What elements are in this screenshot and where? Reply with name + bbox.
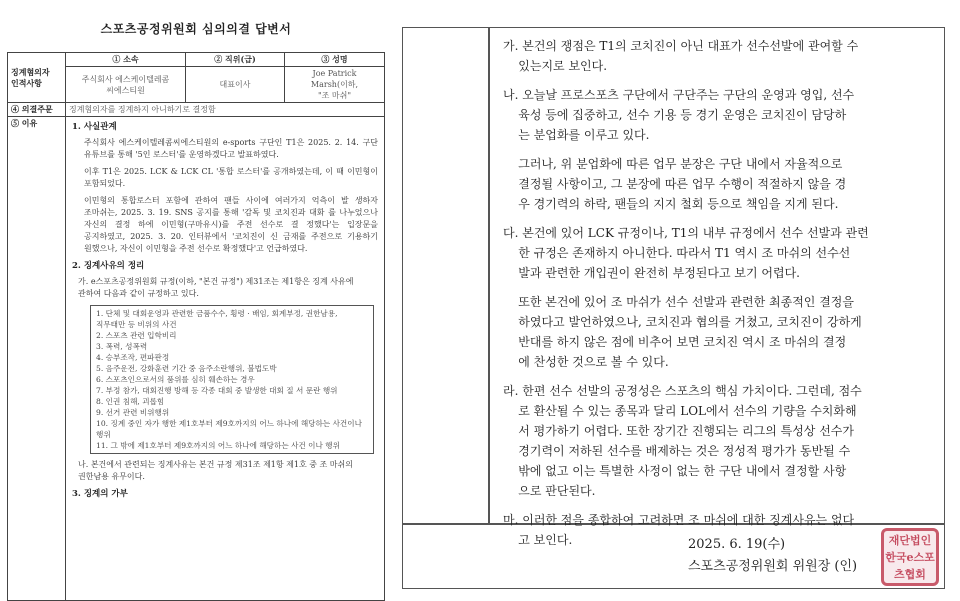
document-title: 스포츠공정위원회 심의의결 답변서 (100, 22, 292, 36)
rule-item: 5. 음주운전, 강화훈련 기간 중 음주소란행위, 불법도박 (96, 364, 277, 373)
rule-item: 10. 징계 중인 자가 행한 제1호부터 제9호까지의 어느 하나에 해당하는 사건이나 행위 (96, 419, 362, 439)
reason-content (66, 117, 385, 601)
rules-box (90, 305, 374, 454)
paragraph-na-cont: 그러나, 위 분업화에 따른 업무 분장은 구단 내에서 자율적으로 결정될 사항이고, 그 분장에 따른 업무 수행이 적절하지 않을 경 우 경기력의 하락, 팬들의 지지 철회 등으로 책임을 지게 된다. (518, 157, 847, 211)
rule-item: 1. 단체 및 대회운영과 관련한 금품수수, 횡령 · 배임, 회계부정, 권한남용, 직무태만 등 비위의 사건 (96, 309, 338, 329)
paragraph-ra: 라. 한편 선수 선발의 공정성은 스포츠의 핵심 가치이다. 그런데, 점수 로 환산될 수 있는 종목과 달리 LOL에서 선수의 기량을 수치화해 서 평가하기 어렵다. 또한 장기간 진행되는 리그의 특성상 선수가 경기력이 저하된 선수를 배제하는 것은 정성적 평가가 동반될 수 밖에 없고 이는 특별한 사정이 없는 한 구단 내에서 결정할 사항 으로 판단된다. (503, 384, 862, 498)
paragraph-ma: 마. 이러한 점을 종합하여 고려하면 조 마쉬에 대한 징계사유는 없다 고 보인다. (503, 513, 855, 547)
reason-label: ⑤ 이유 (8, 117, 66, 601)
rule-item: 7. 부정 참가, 대회진행 방해 등 각종 대회 중 발생한 대회 질 서 문란 행위 (96, 386, 338, 395)
value-affiliation: 주식회사 에스케이텔레콤 씨에스티원 (66, 67, 186, 103)
section-2-heading: 2. 징계사유의 정리 (72, 261, 145, 271)
rule-item: 3. 폭력, 성폭력 (96, 342, 148, 351)
subject-label: 징계혐의자 인적사항 (8, 53, 66, 103)
rule-item: 9. 선거 관련 비위행위 (96, 408, 170, 417)
paragraph-da: 다. 본건에 있어 LCK 규정이나, T1의 내부 규정에서 선수 선발과 관련 한 규정은 존재하지 아니한다. 따라서 T1 역시 조 마쉬의 선수선 발과 관련한 개입권이 완전히 부정된다고 보기 어렵다. (503, 226, 869, 280)
left-page (0, 0, 392, 600)
official-seal: 재단법인한국e스포츠협회 (881, 528, 939, 586)
paragraph-da-cont: 또한 본건에 있어 조 마쉬가 선수 선발과 관련한 최종적인 결정을 하였다고 발언하였으나, 코치진과 협의를 거쳤고, 코치진이 강하게 반대를 하지 않은 점에 비추어 보면 코치진 역시 조 마쉬의 결정 에 찬성한 것으로 볼 수 있다. (518, 295, 862, 369)
section-3-heading: 3. 징계의 가부 (72, 489, 128, 499)
fact-paragraph: 이후 T1은 2025. LCK & LCK CL '통합 로스터'를 공개하였는데, 이 때 이민형이 포함되었다. (84, 167, 378, 188)
rule-item: 6. 스포츠인으로서의 품위를 심히 훼손하는 경우 (96, 375, 255, 384)
column-divider (488, 28, 490, 523)
value-position: 대표이사 (186, 67, 285, 103)
fact-paragraph: 주식회사 에스케이텔레콤씨에스티원의 e-sports 구단인 T1은 2025. 2. 14. 구단 유튜브를 통해 '5인 로스터'를 운영하겠다고 발표하였다. (84, 138, 378, 159)
signer: 스포츠공정위원회 위원장 (인) (688, 559, 858, 574)
right-page (402, 27, 945, 589)
paragraph-na: 나. 오늘날 프로스포츠 구단에서 구단주는 구단의 운영과 영입, 선수 육성 등에 집중하고, 선수 기용 등 경기 운영은 코치진이 담당하 는 분업화를 이루고 있다. (503, 88, 855, 142)
rule-item: 8. 인권 침해, 괴롭힘 (96, 397, 165, 406)
header-name: ③ 성명 (285, 53, 385, 67)
header-position: ② 직위(급) (186, 53, 285, 67)
order-value: 징계혐의자를 징계하지 아니하기로 결정함 (66, 103, 385, 117)
header-affiliation: ① 소속 (66, 53, 186, 67)
section-1-heading: 1. 사실관계 (72, 122, 117, 132)
paragraph-ga: 가. 본건의 쟁점은 T1의 코치진이 아닌 대표가 선수선발에 관여할 수 있는지로 보인다. (503, 39, 859, 73)
rule-item: 2. 스포츠 관련 입학비리 (96, 331, 177, 340)
value-name: Joe Patrick Marsh(이하, "조 마쉬" (285, 67, 385, 103)
item-ga: 가. e스포츠공정위원회 규정(이하, "본건 규정") 제31조는 제1항은 징계 사유에 관하여 다음과 같이 규정하고 있다. (78, 277, 354, 298)
info-table (7, 52, 385, 601)
rule-item: 4. 승부조작, 편파판정 (96, 353, 170, 362)
item-na: 나. 본건에서 관련되는 징계사유는 본건 규정 제31조 제1항 제1호 중 조 마쉬의 권한남용 유무이다. (78, 460, 353, 481)
signature-date: 2025. 6. 19(수) (688, 537, 786, 552)
order-label: ④ 의결주문 (8, 103, 66, 117)
rule-item: 11. 그 밖에 제1호부터 제9호까지의 어느 하나에 해당하는 사건 이나 행위 (96, 441, 340, 450)
fact-paragraph: 이민형의 통합로스터 포함에 관하여 팬들 사이에 여러가지 억측이 발 생하자 조마쉬는, 2025. 3. 19. SNS 공지를 통해 '감독 및 코치진과 대화 를 나누었으나 자신의 결정 하에 이민형(구마유시)를 주전 선수로 결 정했다'는 입장문을 공지하였고, 2025. 3. 20. 인터뷰에서 '코치진이 신 금재를 주전으로 기용하기 원했으나, 자신이 이민형을 주전 선수로 확정했다'고 언급하였다. (84, 196, 378, 253)
